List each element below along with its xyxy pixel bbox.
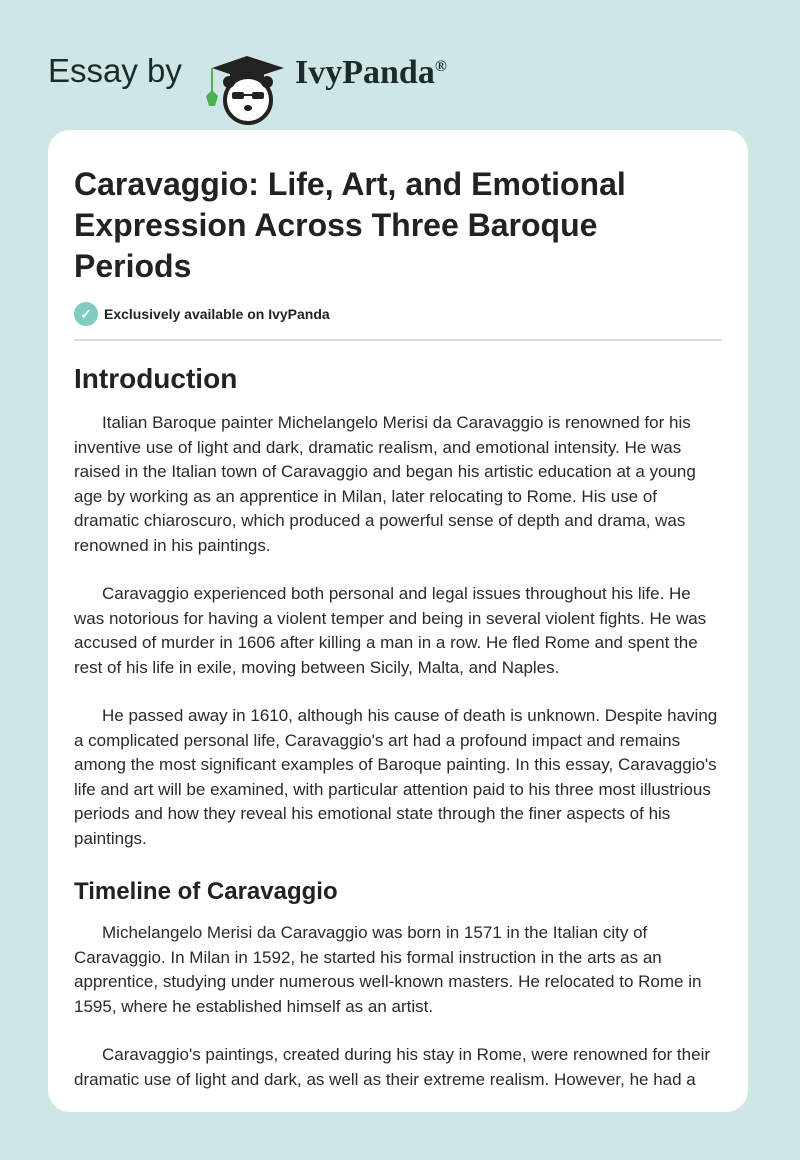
- paragraph: Caravaggio experienced both personal and legal issues throughout his life. He was notorious for having a violent temper and being in several violent fights. He was accused of murder in 1606 after killing a man in a row. He fled Rome and spent the rest of his life in exile, moving between Sicily, Malta, and Naples.: [74, 584, 707, 677]
- ivypanda-logo-icon[interactable]: [202, 56, 292, 126]
- exclusive-badge: [74, 301, 722, 327]
- paragraph: Caravaggio's paintings, created during his stay in Rome, were renowned for their dramatic use of light and dark, as well as their extreme realism. However, he had a: [74, 1045, 711, 1089]
- site-header: [0, 20, 800, 120]
- check-circle-icon: ✓: [74, 302, 98, 326]
- essay-card: [48, 130, 748, 1112]
- essay-by-label: Essay by: [48, 52, 182, 89]
- section-heading: Timeline of Caravaggio: [74, 878, 338, 905]
- brand-name[interactable]: [295, 54, 447, 92]
- essay-title: Caravaggio: Life, Art, and Emotional Expression Across Three Baroque Periods: [74, 166, 626, 284]
- paragraph: Italian Baroque painter Michelangelo Merisi da Caravaggio is renowned for his inventive use of light and dark, dramatic realism, and emotional intensity. He was raised in the Italian town of Caravaggio and began his artistic education at a young age by working as an apprentice in Milan, later relocating to Rome. His use of dramatic chiaroscuro, which produced a powerful sense of depth and drama, was renowned in his paintings.: [74, 413, 696, 555]
- paragraph: Michelangelo Merisi da Caravaggio was born in 1571 in the Italian city of Caravaggio. In Milan in 1592, he started his formal instruction in the arts as an apprentice, studying under numerous well-known masters. He relocated to Rome in 1595, where he established himself as an artist.: [74, 923, 702, 1016]
- divider: [74, 339, 722, 341]
- badge-text: Exclusively available on IvyPanda: [104, 306, 330, 322]
- brand-text: IvyPanda: [295, 54, 435, 91]
- section-heading: Introduction: [74, 363, 238, 394]
- registered-mark: ®: [434, 58, 447, 75]
- paragraph: He passed away in 1610, although his cause of death is unknown. Despite having a complicated personal life, Caravaggio's art had a profound impact and remains among the most significant examples of Baroque painting. In this essay, Caravaggio's life and art will be examined, with particular attention paid to his three most illustrious periods and how they reveal his emotional state through the finer aspects of his paintings.: [74, 706, 718, 848]
